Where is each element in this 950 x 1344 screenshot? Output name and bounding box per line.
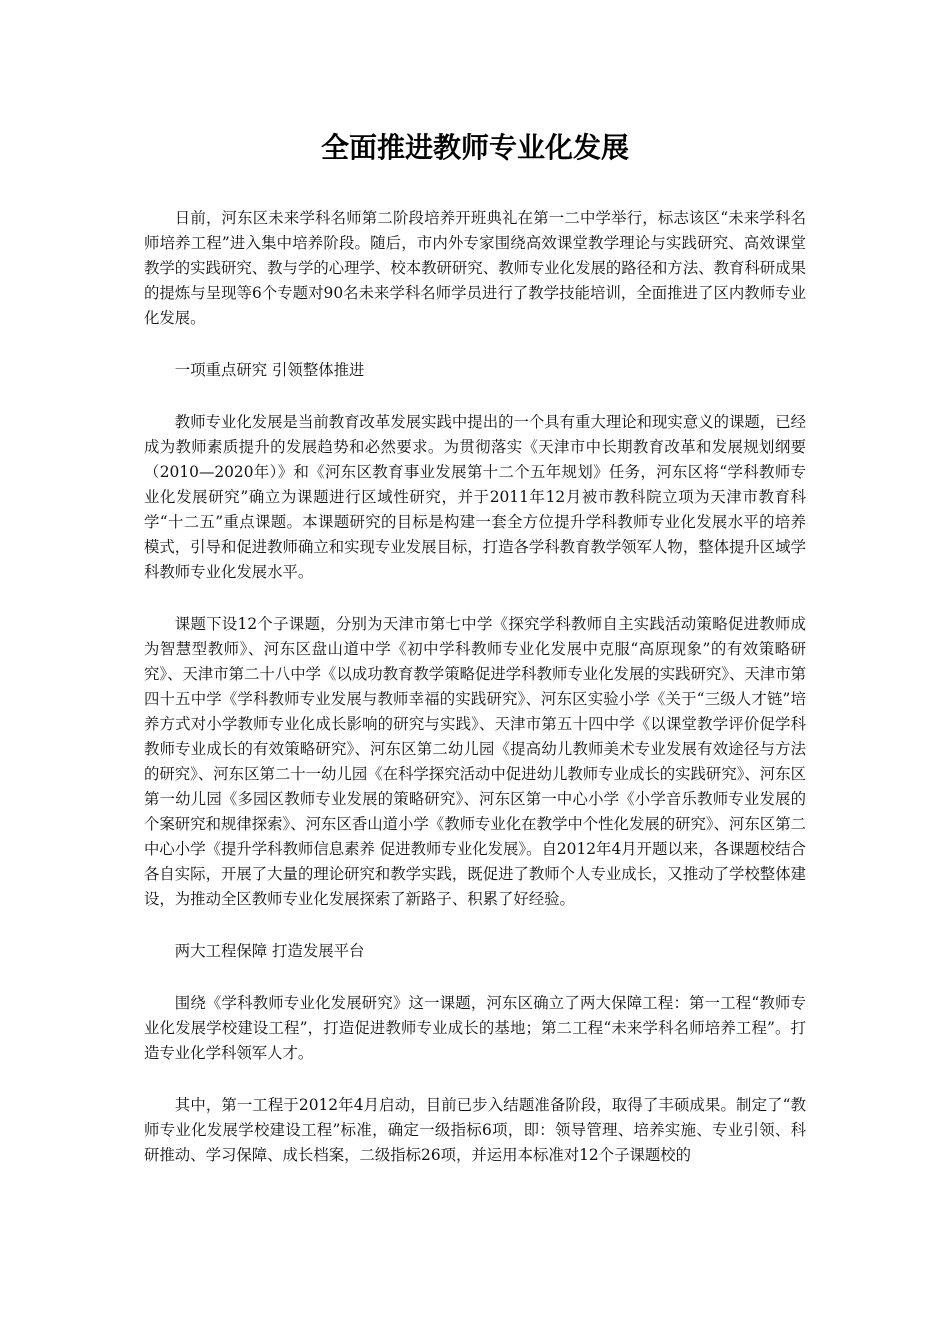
paragraph-research-overview: 教师专业化发展是当前教育改革发展实践中提出的一个具有重大理论和现实意义的课题，已经成为教师素质提升的发展趋势和必然要求。为贯彻落实《天津市中长期教育改革和发展规划纲要（2010—2020年）》和《河东区教育事业发展第十二个五年规划》任务，河东区将“学科教师专业化发展研究”确立为课题进行区域性研究，并于2011年12月被市教科院立项为天津市教育科学“十二五”重点课题。本课题研究的目标是构建一套全方位提升学科教师专业化发展水平的培养模式，引导和促进教师确立和实现专业发展目标，打造各学科教育教学领军人物，整体提升区域学科教师专业化发展水平。: [144, 413, 806, 581]
paragraph-subprojects: 课题下设12个子课题，分别为天津市第七中学《探究学科教师自主实践活动策略促进教师成为智慧型教师》、河东区盘山道中学《初中学科教师专业化发展中克服“高原现象”的有效策略研究》、天津市第二十八中学《以成功教育教学策略促进学科教师专业化发展的实践研究》、天津市第四十五中学《学科教师专业发展与教师幸福的实践研究》、河东区实验小学《关于“三级人才链”培养方式对小学教师专业化成长影响的研究与实践》、天津市第五十四中学《以课堂教学评价促学科教师专业成长的有效策略研究》、河东区第二幼儿园《提高幼儿教师美术专业发展有效途径与方法的研究》、河东区第二十一幼儿园《在科学探究活动中促进幼儿教师专业成长的实践研究》、河东区第一幼儿园《多园区教师专业发展的策略研究》、河东区第一中心小学《小学音乐教师专业发展的个案研究和规律探索》、河东区香山道小学《教师专业化在教学中个性化发展的研究》、河东区第二中心小学《提升学科教师信息素养 促进教师专业化发展》。自2012年4月开题以来，各课题校结合各自实际，开展了大量的理论研究和教学实践，既促进了教师个人专业成长，又推动了学校整体建设，为推动全区教师专业化发展探索了新路子、积累了好经验。: [144, 615, 806, 908]
paragraph-first-project: 其中，第一工程于2012年4月启动，目前已步入结题准备阶段，取得了丰硕成果。制定了“教师专业化发展学校建设工程”标准，确定一级指标6项，即：领导管理、培养实施、专业引领、科研推动、学习保障、成长档案，二级指标26项，并运用本标准对12个子课题校的: [144, 1096, 806, 1164]
document-title: 全面推进教师专业化发展: [320, 131, 629, 164]
paragraph-two-projects: 围绕《学科教师专业化发展研究》这一课题，河东区确立了两大保障工程：第一工程“教师专业化发展学校建设工程”，打造促进教师专业成长的基地；第二工程“未来学科名师培养工程”。打造专业化学科领军人才。: [144, 994, 806, 1062]
section-heading-one: 一项重点研究 引领整体推进: [174, 361, 365, 379]
document-page: [144, 0, 806, 1168]
section-heading-two: 两大工程保障 打造发展平台: [174, 942, 365, 960]
paragraph-intro: 日前，河东区未来学科名师第二阶段培养开班典礼在第一二中学举行，标志该区“未来学科名师培养工程”进入集中培养阶段。随后，市内外专家围绕高效课堂教学理论与实践研究、高效课堂教学的实践研究、教与学的心理学、校本教研研究、教师专业化发展的路径和方法、教育科研成果的提炼与呈现等6个专题对90名未来学科名师学员进行了教学技能培训，全面推进了区内教师专业化发展。: [144, 209, 806, 327]
